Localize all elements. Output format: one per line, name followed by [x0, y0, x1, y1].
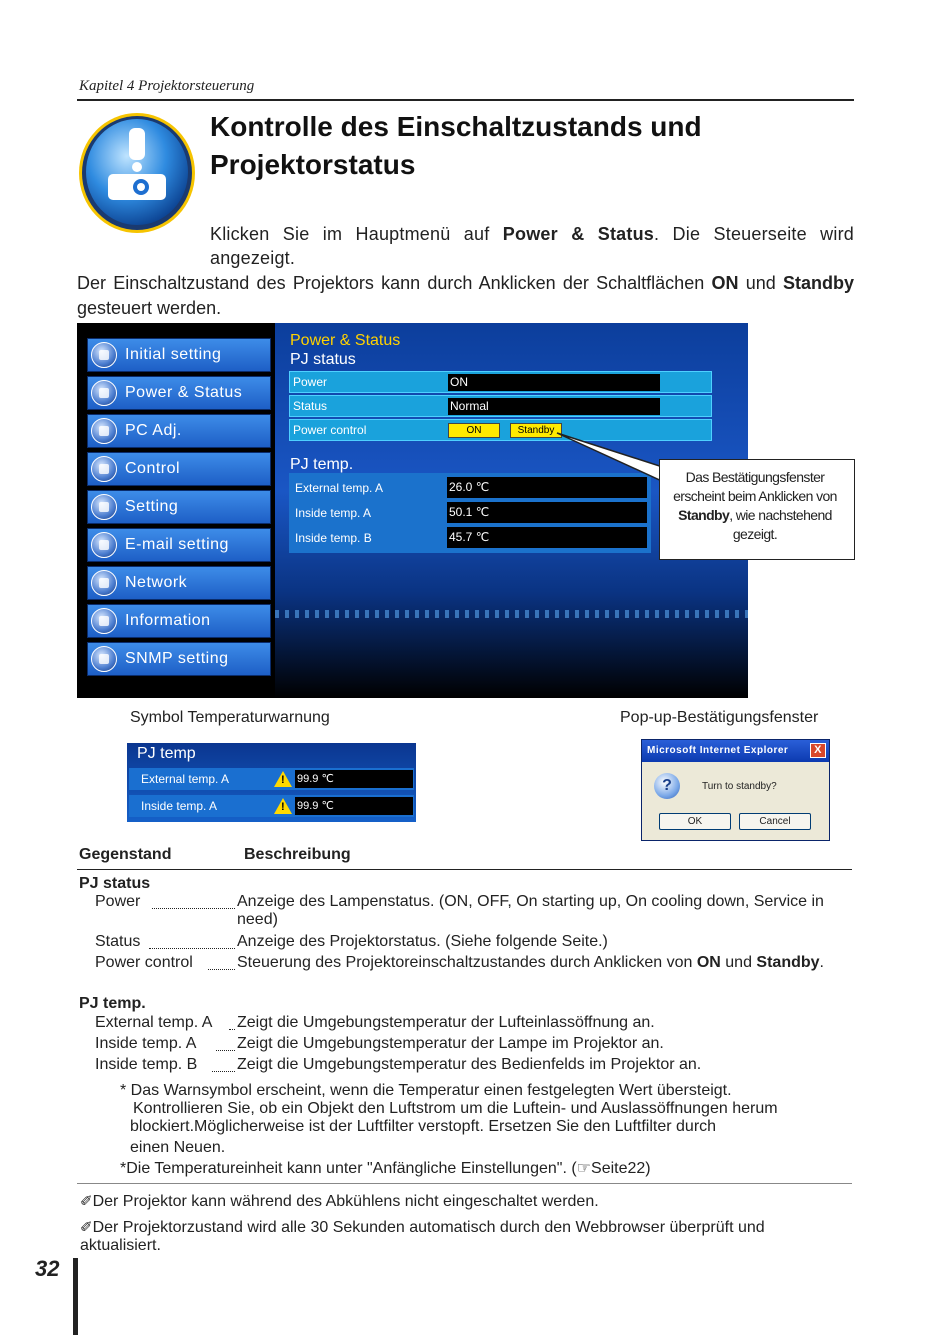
close-icon[interactable]: X [810, 743, 826, 758]
popup-titlebar: Microsoft Internet Explorer X [642, 740, 829, 762]
power-control-row: Power control ON Standby [289, 419, 712, 441]
warning-icon [274, 771, 292, 787]
header-rule [77, 99, 854, 101]
note-warning-line-2: Kontrollieren Sie, ob ein Objekt den Luftstrom um die Luftein- und Auslassöffnungen herum [133, 1100, 778, 1117]
term-external-temp-a: External temp. A [95, 1014, 213, 1031]
term-power-control: Power control [95, 954, 193, 971]
note-temperature-unit: *Die Temperatureinheit kann unter "Anfängliche Einstellungen". (☞Seite22) [120, 1160, 651, 1177]
footnote-refresh: ✐Der Projektorzustand wird alle 30 Sekunden automatisch durch den Webbrowser überprüft und aktualisiert. [80, 1219, 765, 1254]
note-warning-line-3: blockiert.Möglicherweise ist der Luftfilter verstopft. Ersetzen Sie den Luftfilter durch [130, 1118, 717, 1135]
callout-box: Das Bestätigungsfenster erscheint beim Anklicken von Standby, wie nachstehend gezeigt. [659, 459, 855, 560]
menu-setting[interactable]: Setting [87, 490, 271, 524]
desc-inside-temp-a: Zeigt die Umgebungstemperatur der Lampe im Projektor an. [237, 1035, 664, 1052]
leader-dots [212, 1071, 235, 1072]
power-icon [91, 380, 117, 406]
snmp-icon [91, 646, 117, 672]
temp-row: Inside temp. A 50.1 ℃ [293, 502, 649, 524]
wrench-icon [91, 494, 117, 520]
network-icon [91, 570, 117, 596]
desc-power-control: Steuerung des Projektoreinschaltzustandes durch Anklicken von ON und Standby. [237, 954, 824, 971]
projector-warning-icon [78, 112, 196, 234]
term-inside-temp-a: Inside temp. A [95, 1035, 197, 1052]
on-button[interactable]: ON [448, 423, 500, 438]
status-value: Normal [448, 398, 660, 415]
page-title: Kontrolle des Einschaltzustands und Projektorstatus [210, 111, 702, 180]
temp-panel [289, 473, 651, 553]
caption-popup: Pop-up-Bestätigungsfenster [620, 709, 819, 726]
term-inside-temp-b: Inside temp. B [95, 1056, 198, 1073]
desc-status: Anzeige des Projektorstatus. (Siehe folgende Seite.) [237, 933, 608, 950]
intro-paragraph-1: Klicken Sie im Hauptmenü auf Power & Status. Die Steuerseite wird angezeigt. [210, 224, 854, 268]
leader-dots [208, 969, 235, 970]
page-number: 32 [35, 1256, 60, 1281]
temp-row: Inside temp. B 45.7 ℃ [293, 527, 649, 549]
leader-dots [229, 1029, 235, 1030]
power-value: ON [448, 374, 660, 391]
pj-temp-title: PJ temp. [290, 456, 354, 473]
menu-email-setting[interactable]: E-mail setting [87, 528, 271, 562]
leader-dots [149, 948, 235, 949]
envelope-icon [91, 532, 117, 558]
cancel-button[interactable]: Cancel [739, 813, 811, 830]
gear-icon [91, 342, 117, 368]
term-power: Power [95, 893, 141, 910]
info-icon [91, 608, 117, 634]
power-row: Power ON [289, 371, 712, 393]
intro-paragraph-2: Der Einschaltzustand des Projektors kann durch Anklicken der Schaltflächen ON und Standby gesteuert werden. [77, 273, 854, 318]
standby-button[interactable]: Standby [510, 423, 562, 438]
decorative-dashes [275, 610, 748, 618]
menu-initial-setting[interactable]: Initial setting [87, 338, 271, 372]
status-row: Status Normal [289, 395, 712, 417]
warning-icon [274, 798, 292, 814]
menu-pc-adj[interactable]: PC Adj. [87, 414, 271, 448]
monitor-icon [91, 418, 117, 444]
term-status: Status [95, 933, 141, 950]
page-side-bar [73, 1258, 78, 1335]
menu-network[interactable]: Network [87, 566, 271, 600]
popup-message: Turn to standby? [702, 781, 777, 792]
warn-row: Inside temp. A ! 99.9 ℃ [129, 795, 414, 817]
menu-control[interactable]: Control [87, 452, 271, 486]
caption-temperature-warning: Symbol Temperaturwarnung [130, 709, 330, 726]
warn-title: PJ temp [137, 745, 196, 762]
section-pj-temp: PJ temp. [79, 995, 146, 1012]
control-icon [91, 456, 117, 482]
desc-external-temp-a: Zeigt die Umgebungstemperatur der Lufteinlassöffnung an. [237, 1014, 655, 1031]
question-icon: ? [654, 773, 680, 799]
power-status-screenshot [77, 323, 748, 698]
chapter-header: Kapitel 4 Projektorsteuerung [79, 78, 255, 94]
confirmation-popup [641, 739, 830, 841]
notes-rule [77, 1183, 852, 1184]
note-warning-line-1: * Das Warnsymbol erscheint, wenn die Temperatur einen festgelegten Wert übersteigt. [120, 1082, 732, 1099]
warn-row: External temp. A ! 99.9 ℃ [129, 768, 414, 790]
pencil-icon: ✐ [80, 1193, 93, 1210]
desc-power: Anzeige des Lampenstatus. (ON, OFF, On starting up, On cooling down, Service in need) [237, 893, 824, 928]
desc-inside-temp-b: Zeigt die Umgebungstemperatur des Bedienfelds im Projektor an. [237, 1056, 702, 1073]
temp-row: External temp. A 26.0 ℃ [293, 477, 649, 499]
pencil-icon: ✐ [80, 1219, 93, 1236]
table-header-item: Gegenstand [79, 846, 172, 863]
menu-snmp-setting[interactable]: SNMP setting [87, 642, 271, 676]
content-title: Power & Status [290, 332, 401, 349]
section-pj-status: PJ status [79, 875, 151, 892]
table-header-description: Beschreibung [244, 846, 351, 863]
footnote-cooling: ✐Der Projektor kann während des Abkühlens nicht eingeschaltet werden. [80, 1193, 599, 1210]
ok-button[interactable]: OK [659, 813, 731, 830]
menu-information[interactable]: Information [87, 604, 271, 638]
leader-dots [216, 1050, 235, 1051]
note-warning-line-4: einen Neuen. [130, 1139, 226, 1156]
table-header-rule [77, 869, 852, 870]
leader-dots [152, 908, 235, 909]
pj-status-title: PJ status [290, 351, 356, 368]
menu-power-status[interactable]: Power & Status [87, 376, 271, 410]
temperature-warning-screenshot [127, 743, 416, 822]
